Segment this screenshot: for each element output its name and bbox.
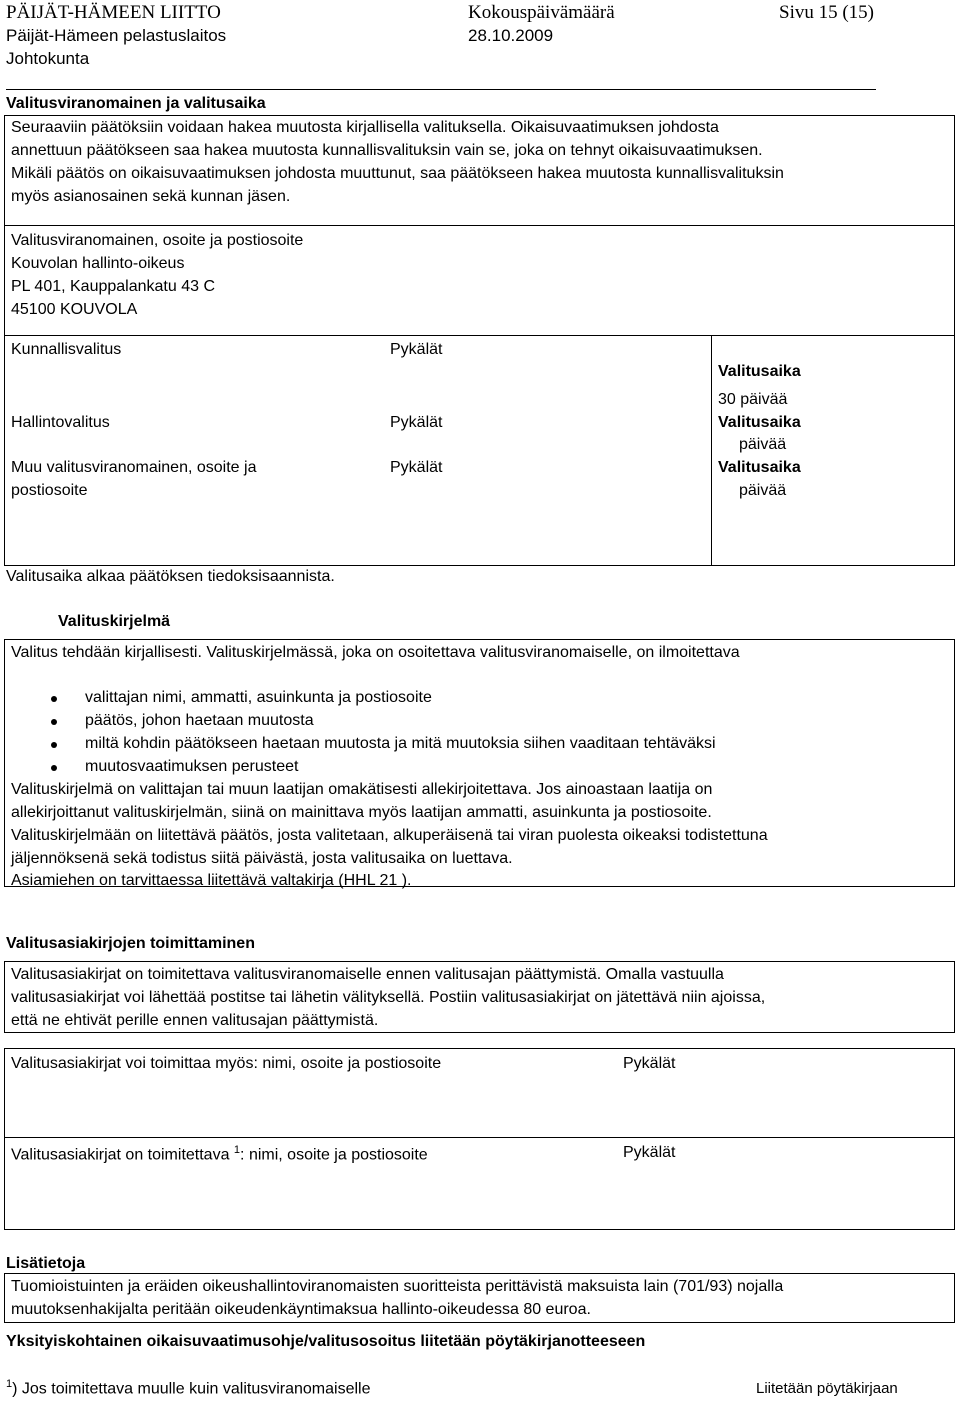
valitusaika-note: Valitusaika alkaa päätöksen tiedoksisaannista. (6, 568, 335, 585)
list-item (51, 756, 851, 779)
section-heading-valitusasiakirjat: Valitusasiakirjojen toimittaminen (6, 935, 255, 952)
valituskirjelma-box (4, 639, 955, 887)
list-item (51, 687, 851, 710)
muu-days: päivää (739, 482, 787, 499)
footnote-marker: 1 (6, 1378, 13, 1390)
muu-pykalat: Pykälät (390, 459, 443, 476)
bullet-icon (51, 696, 57, 702)
kunnallisvalitus-days: 30 päivää (718, 391, 788, 408)
date-label: Kokouspäivämäärä (468, 2, 615, 23)
list-item-text: muutosvaatimuksen perusteet (85, 758, 299, 775)
footnote-marker: 1 (233, 1144, 241, 1156)
delivery-row-1-label: Valitusasiakirjat voi toimittaa myös: nimi, osoite ja postiosoite (11, 1055, 442, 1072)
org-name: PÄIJÄT-HÄMEEN LIITTO (6, 2, 221, 23)
list-item-text: valittajan nimi, ammatti, asuinkunta ja postiosoite (85, 689, 432, 706)
valituskirjelma-line-3: Valituskirjelmään on liitettävä päätös, josta valitetaan, alkuperäisenä tai viran puolesta oikeaksi todistettuna (11, 827, 768, 844)
delivery-table (4, 1048, 955, 1230)
bullet-icon (51, 742, 57, 748)
valituskirjelma-line-4: jäljennöksenä sekä todistus siitä päivästä, josta valitusaika on luettava. (11, 850, 513, 867)
delivery-row-1-pykalat: Pykälät (623, 1055, 676, 1072)
authority-name: Kouvolan hallinto-oikeus (11, 255, 185, 272)
appeal-types-table (4, 335, 955, 566)
requirements-list (51, 687, 851, 787)
footer-right: Liitetään pöytäkirjaan (756, 1380, 898, 1397)
bullet-icon (51, 719, 57, 725)
kunnallisvalitus-valitusaika: Valitusaika (718, 363, 801, 380)
bullet-icon (51, 765, 57, 771)
authority-address: PL 401, Kauppalankatu 43 C (11, 278, 216, 295)
label-text: : nimi, osoite ja postiosoite (240, 1146, 428, 1164)
delivery-row-2-pykalat: Pykälät (623, 1144, 676, 1161)
header-rule (6, 89, 876, 90)
list-item (51, 733, 851, 756)
department-name: Päijät-Hämeen pelastuslaitos (6, 26, 227, 45)
valituskirjelma-line-1: Valituskirjelmä on valittajan tai muun laatijan omakätisesti allekirjoitettava. Jos ainoastaan laatija on (11, 781, 713, 798)
list-item (51, 710, 851, 733)
muu-valitusaika: Valitusaika (718, 459, 801, 476)
lisatietoja-box (4, 1273, 955, 1323)
intro-line-3: Mikäli päätös on oikaisuvaatimuksen johdosta muuttunut, saa päätökseen hakea muutosta kunnallisvalituksin (11, 165, 784, 182)
intro-box (4, 115, 955, 226)
row-divider (5, 1137, 954, 1138)
body-name: Johtokunta (6, 49, 90, 68)
valituskirjelma-line-2: allekirjoittanut valituskirjelmän, siinä on mainittava myös laatijan ammatti, asuinkunta ja postiosoite. (11, 804, 712, 821)
section-heading-lisatietoja: Lisätietoja (6, 1255, 86, 1272)
authority-label: Valitusviranomainen, osoite ja postiosoite (11, 232, 304, 249)
intro-line-2: annettuun päätökseen saa hakea muutosta kunnallisvalituksin vain se, joka on tehnyt oikaisuvaatimuksen. (11, 142, 763, 159)
section-heading-valituskirjelma: Valituskirjelmä (58, 613, 171, 630)
meeting-date: 28.10.2009 (468, 26, 554, 45)
valituskirjelma-line-5: Asiamiehen on tarvittaessa liitettävä valtakirja (HHL 21 ⁠). (11, 872, 412, 889)
footnote (6, 1378, 371, 1398)
authority-postcode: 45100 KOUVOLA (11, 301, 138, 318)
intro-line-4: myös asianosainen sekä kunnan jäsen. (11, 188, 291, 205)
column-divider (711, 336, 712, 565)
kunnallisvalitus-label: Kunnallisvalitus (11, 341, 122, 358)
muu-label-line-1: Muu valitusviranomainen, osoite ja (11, 459, 257, 476)
hallintovalitus-pykalat: Pykälät (390, 414, 443, 431)
kunnallisvalitus-pykalat: Pykälät (390, 341, 443, 358)
intro-line-1: Seuraaviin päätöksiin voidaan hakea muutosta kirjallisella valituksella. Oikaisuvaatimuksen johdosta (11, 119, 719, 136)
lisatietoja-line-2: muutoksenhakijalta peritään oikeudenkäyntimaksua hallinto-oikeudessa 80 euroa. (11, 1301, 591, 1318)
valitusasiakirjat-line-3: että ne ehtivät perille ennen valitusajan päättymistä. (11, 1012, 379, 1029)
page-number: Sivu 15 (15) (779, 2, 874, 23)
section-heading-valitusviranomainen: Valitusviranomainen ja valitusaika (6, 95, 266, 112)
muu-label-line-2: postiosoite (11, 482, 88, 499)
lisatietoja-line-1: Tuomioistuinten ja eräiden oikeushallintoviranomaisten suoritteista perittävistä maksuista lain (701/93) nojalla (11, 1278, 784, 1295)
valitusasiakirjat-box (4, 961, 955, 1033)
footnote-text: ) Jos toimitettava muulle kuin valitusviranomaiselle (12, 1380, 371, 1398)
bold-note: Yksityiskohtainen oikaisuvaatimusohje/valitusosoitus liitetään pöytäkirjanotteeseen (6, 1333, 646, 1350)
valitusasiakirjat-line-1: Valitusasiakirjat on toimitettava valitusviranomaiselle ennen valitusajan päättymistä. Omalla vastuulla (11, 966, 724, 983)
authority-box (4, 225, 955, 336)
valitusasiakirjat-line-2: valitusasiakirjat voi lähettää postitse tai lähetin välityksellä. Postiin valitusasiakirjat on jätettävä niin ajoissa, (11, 989, 766, 1006)
list-item-text: miltä kohdin päätökseen haetaan muutosta ja mitä muutoksia siihen vaaditaan tehtäväksi (85, 735, 716, 752)
hallintovalitus-days: päivää (739, 436, 787, 453)
delivery-row-2-label (11, 1144, 428, 1164)
hallintovalitus-label: Hallintovalitus (11, 414, 110, 431)
list-item-text: päätös, johon haetaan muutosta (85, 712, 314, 729)
label-text: Valitusasiakirjat on toimitettava (11, 1146, 234, 1164)
valituskirjelma-intro: Valitus tehdään kirjallisesti. Valituskirjelmässä, joka on osoitettava valitusviranomaiselle, on ilmoitettava (11, 644, 740, 661)
hallintovalitus-valitusaika: Valitusaika (718, 414, 801, 431)
